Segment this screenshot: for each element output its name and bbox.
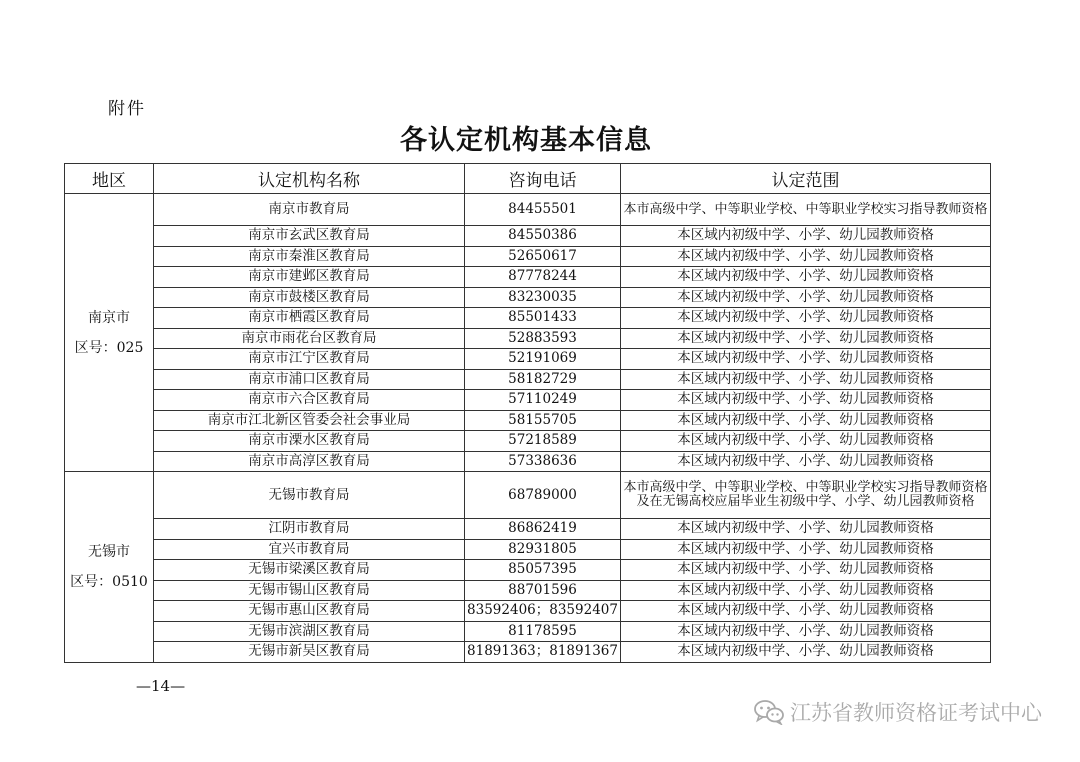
page-title: 各认定机构基本信息 xyxy=(400,125,652,156)
institution-name-cell: 无锡市锡山区教育局 xyxy=(154,580,465,601)
institution-name-cell: 南京市栖霞区教育局 xyxy=(154,308,465,329)
table-row xyxy=(65,328,991,349)
table-row xyxy=(65,539,991,560)
institution-name-cell: 无锡市梁溪区教育局 xyxy=(154,560,465,581)
institution-name-cell: 南京市六合区教育局 xyxy=(154,390,465,411)
region-name: 无锡市 xyxy=(88,543,130,560)
scope-cell: 本区域内初级中学、小学、幼儿园教师资格 xyxy=(621,431,991,452)
table-row xyxy=(65,451,991,472)
institution-name-cell: 无锡市新吴区教育局 xyxy=(154,642,465,663)
phone-cell: 81891363；81891367 xyxy=(465,642,621,663)
table-header-row xyxy=(65,164,991,194)
table-row xyxy=(65,226,991,247)
phone-cell: 52650617 xyxy=(465,246,621,267)
watermark-text: 江苏省教师资格证考试中心 xyxy=(790,701,1042,725)
wechat-icon xyxy=(754,699,784,725)
scope-cell: 本区域内初级中学、小学、幼儿园教师资格 xyxy=(621,642,991,663)
table-row xyxy=(65,580,991,601)
scope-cell: 本区域内初级中学、小学、幼儿园教师资格 xyxy=(621,621,991,642)
region-code: 区号：025 xyxy=(74,339,144,356)
scope-cell: 本市高级中学、中等职业学校、中等职业学校实习指导教师资格及在无锡高校应届毕业生初级中学、小学、幼儿园教师资格 xyxy=(621,472,991,519)
scope-cell: 本区域内初级中学、小学、幼儿园教师资格 xyxy=(621,328,991,349)
attachment-label: 附件 xyxy=(108,99,146,119)
column-header-phone: 咨询电话 xyxy=(465,164,621,194)
institution-name-cell: 南京市建邺区教育局 xyxy=(154,267,465,288)
region-code: 区号：0510 xyxy=(70,573,148,590)
table-row xyxy=(65,194,991,226)
table-row xyxy=(65,267,991,288)
scope-cell: 本区域内初级中学、小学、幼儿园教师资格 xyxy=(621,560,991,581)
phone-cell: 57338636 xyxy=(465,451,621,472)
table-row xyxy=(65,601,991,622)
phone-cell: 58182729 xyxy=(465,369,621,390)
institution-name-cell: 南京市江宁区教育局 xyxy=(154,349,465,370)
scope-cell: 本区域内初级中学、小学、幼儿园教师资格 xyxy=(621,519,991,540)
institution-name-cell: 宜兴市教育局 xyxy=(154,539,465,560)
scope-cell: 本区域内初级中学、小学、幼儿园教师资格 xyxy=(621,451,991,472)
institution-name-cell: 南京市秦淮区教育局 xyxy=(154,246,465,267)
phone-cell: 81178595 xyxy=(465,621,621,642)
institution-name-cell: 南京市鼓楼区教育局 xyxy=(154,287,465,308)
scope-cell: 本区域内初级中学、小学、幼儿园教师资格 xyxy=(621,246,991,267)
scope-cell: 本区域内初级中学、小学、幼儿园教师资格 xyxy=(621,601,991,622)
institution-name-cell: 南京市教育局 xyxy=(154,194,465,226)
table-row xyxy=(65,308,991,329)
region-name: 南京市 xyxy=(88,309,130,326)
phone-cell: 83592406；83592407 xyxy=(465,601,621,622)
table-body xyxy=(65,194,991,663)
scope-cell: 本区域内初级中学、小学、幼儿园教师资格 xyxy=(621,226,991,247)
phone-cell: 52883593 xyxy=(465,328,621,349)
institution-name-cell: 南京市高淳区教育局 xyxy=(154,451,465,472)
phone-cell: 82931805 xyxy=(465,539,621,560)
institution-name-cell: 无锡市惠山区教育局 xyxy=(154,601,465,622)
scope-cell: 本区域内初级中学、小学、幼儿园教师资格 xyxy=(621,267,991,288)
table-row xyxy=(65,349,991,370)
institution-name-cell: 无锡市教育局 xyxy=(154,472,465,519)
phone-cell: 83230035 xyxy=(465,287,621,308)
institution-name-cell: 南京市雨花台区教育局 xyxy=(154,328,465,349)
scope-cell: 本区域内初级中学、小学、幼儿园教师资格 xyxy=(621,539,991,560)
institution-table xyxy=(64,163,991,663)
table-row xyxy=(65,390,991,411)
phone-cell: 84455501 xyxy=(465,194,621,226)
table-row xyxy=(65,246,991,267)
scope-cell: 本区域内初级中学、小学、幼儿园教师资格 xyxy=(621,369,991,390)
table-row xyxy=(65,287,991,308)
phone-cell: 85057395 xyxy=(465,560,621,581)
scope-cell: 本区域内初级中学、小学、幼儿园教师资格 xyxy=(621,287,991,308)
region-cell xyxy=(65,194,154,472)
institution-name-cell: 南京市溧水区教育局 xyxy=(154,431,465,452)
scope-cell: 本区域内初级中学、小学、幼儿园教师资格 xyxy=(621,349,991,370)
phone-cell: 57218589 xyxy=(465,431,621,452)
phone-cell: 86862419 xyxy=(465,519,621,540)
column-header-region: 地区 xyxy=(65,164,154,194)
region-cell xyxy=(65,472,154,663)
column-header-scope: 认定范围 xyxy=(621,164,991,194)
institution-name-cell: 南京市浦口区教育局 xyxy=(154,369,465,390)
scope-cell: 本区域内初级中学、小学、幼儿园教师资格 xyxy=(621,308,991,329)
phone-cell: 68789000 xyxy=(465,472,621,519)
phone-cell: 84550386 xyxy=(465,226,621,247)
table-row xyxy=(65,410,991,431)
table-row xyxy=(65,560,991,581)
institution-name-cell: 南京市江北新区管委会社会事业局 xyxy=(154,410,465,431)
page-number: —14— xyxy=(136,677,186,695)
institution-name-cell: 江阴市教育局 xyxy=(154,519,465,540)
institution-name-cell: 无锡市滨湖区教育局 xyxy=(154,621,465,642)
phone-cell: 88701596 xyxy=(465,580,621,601)
scope-cell: 本区域内初级中学、小学、幼儿园教师资格 xyxy=(621,410,991,431)
scope-cell: 本市高级中学、中等职业学校、中等职业学校实习指导教师资格 xyxy=(621,194,991,226)
phone-cell: 85501433 xyxy=(465,308,621,329)
phone-cell: 87778244 xyxy=(465,267,621,288)
table-row xyxy=(65,431,991,452)
table-row xyxy=(65,472,991,519)
phone-cell: 57110249 xyxy=(465,390,621,411)
scope-cell: 本区域内初级中学、小学、幼儿园教师资格 xyxy=(621,580,991,601)
scope-cell: 本区域内初级中学、小学、幼儿园教师资格 xyxy=(621,390,991,411)
watermark xyxy=(754,697,1042,727)
table-row xyxy=(65,621,991,642)
table-row xyxy=(65,519,991,540)
phone-cell: 58155705 xyxy=(465,410,621,431)
column-header-name: 认定机构名称 xyxy=(154,164,465,194)
table-row xyxy=(65,642,991,663)
table-row xyxy=(65,369,991,390)
institution-name-cell: 南京市玄武区教育局 xyxy=(154,226,465,247)
phone-cell: 52191069 xyxy=(465,349,621,370)
